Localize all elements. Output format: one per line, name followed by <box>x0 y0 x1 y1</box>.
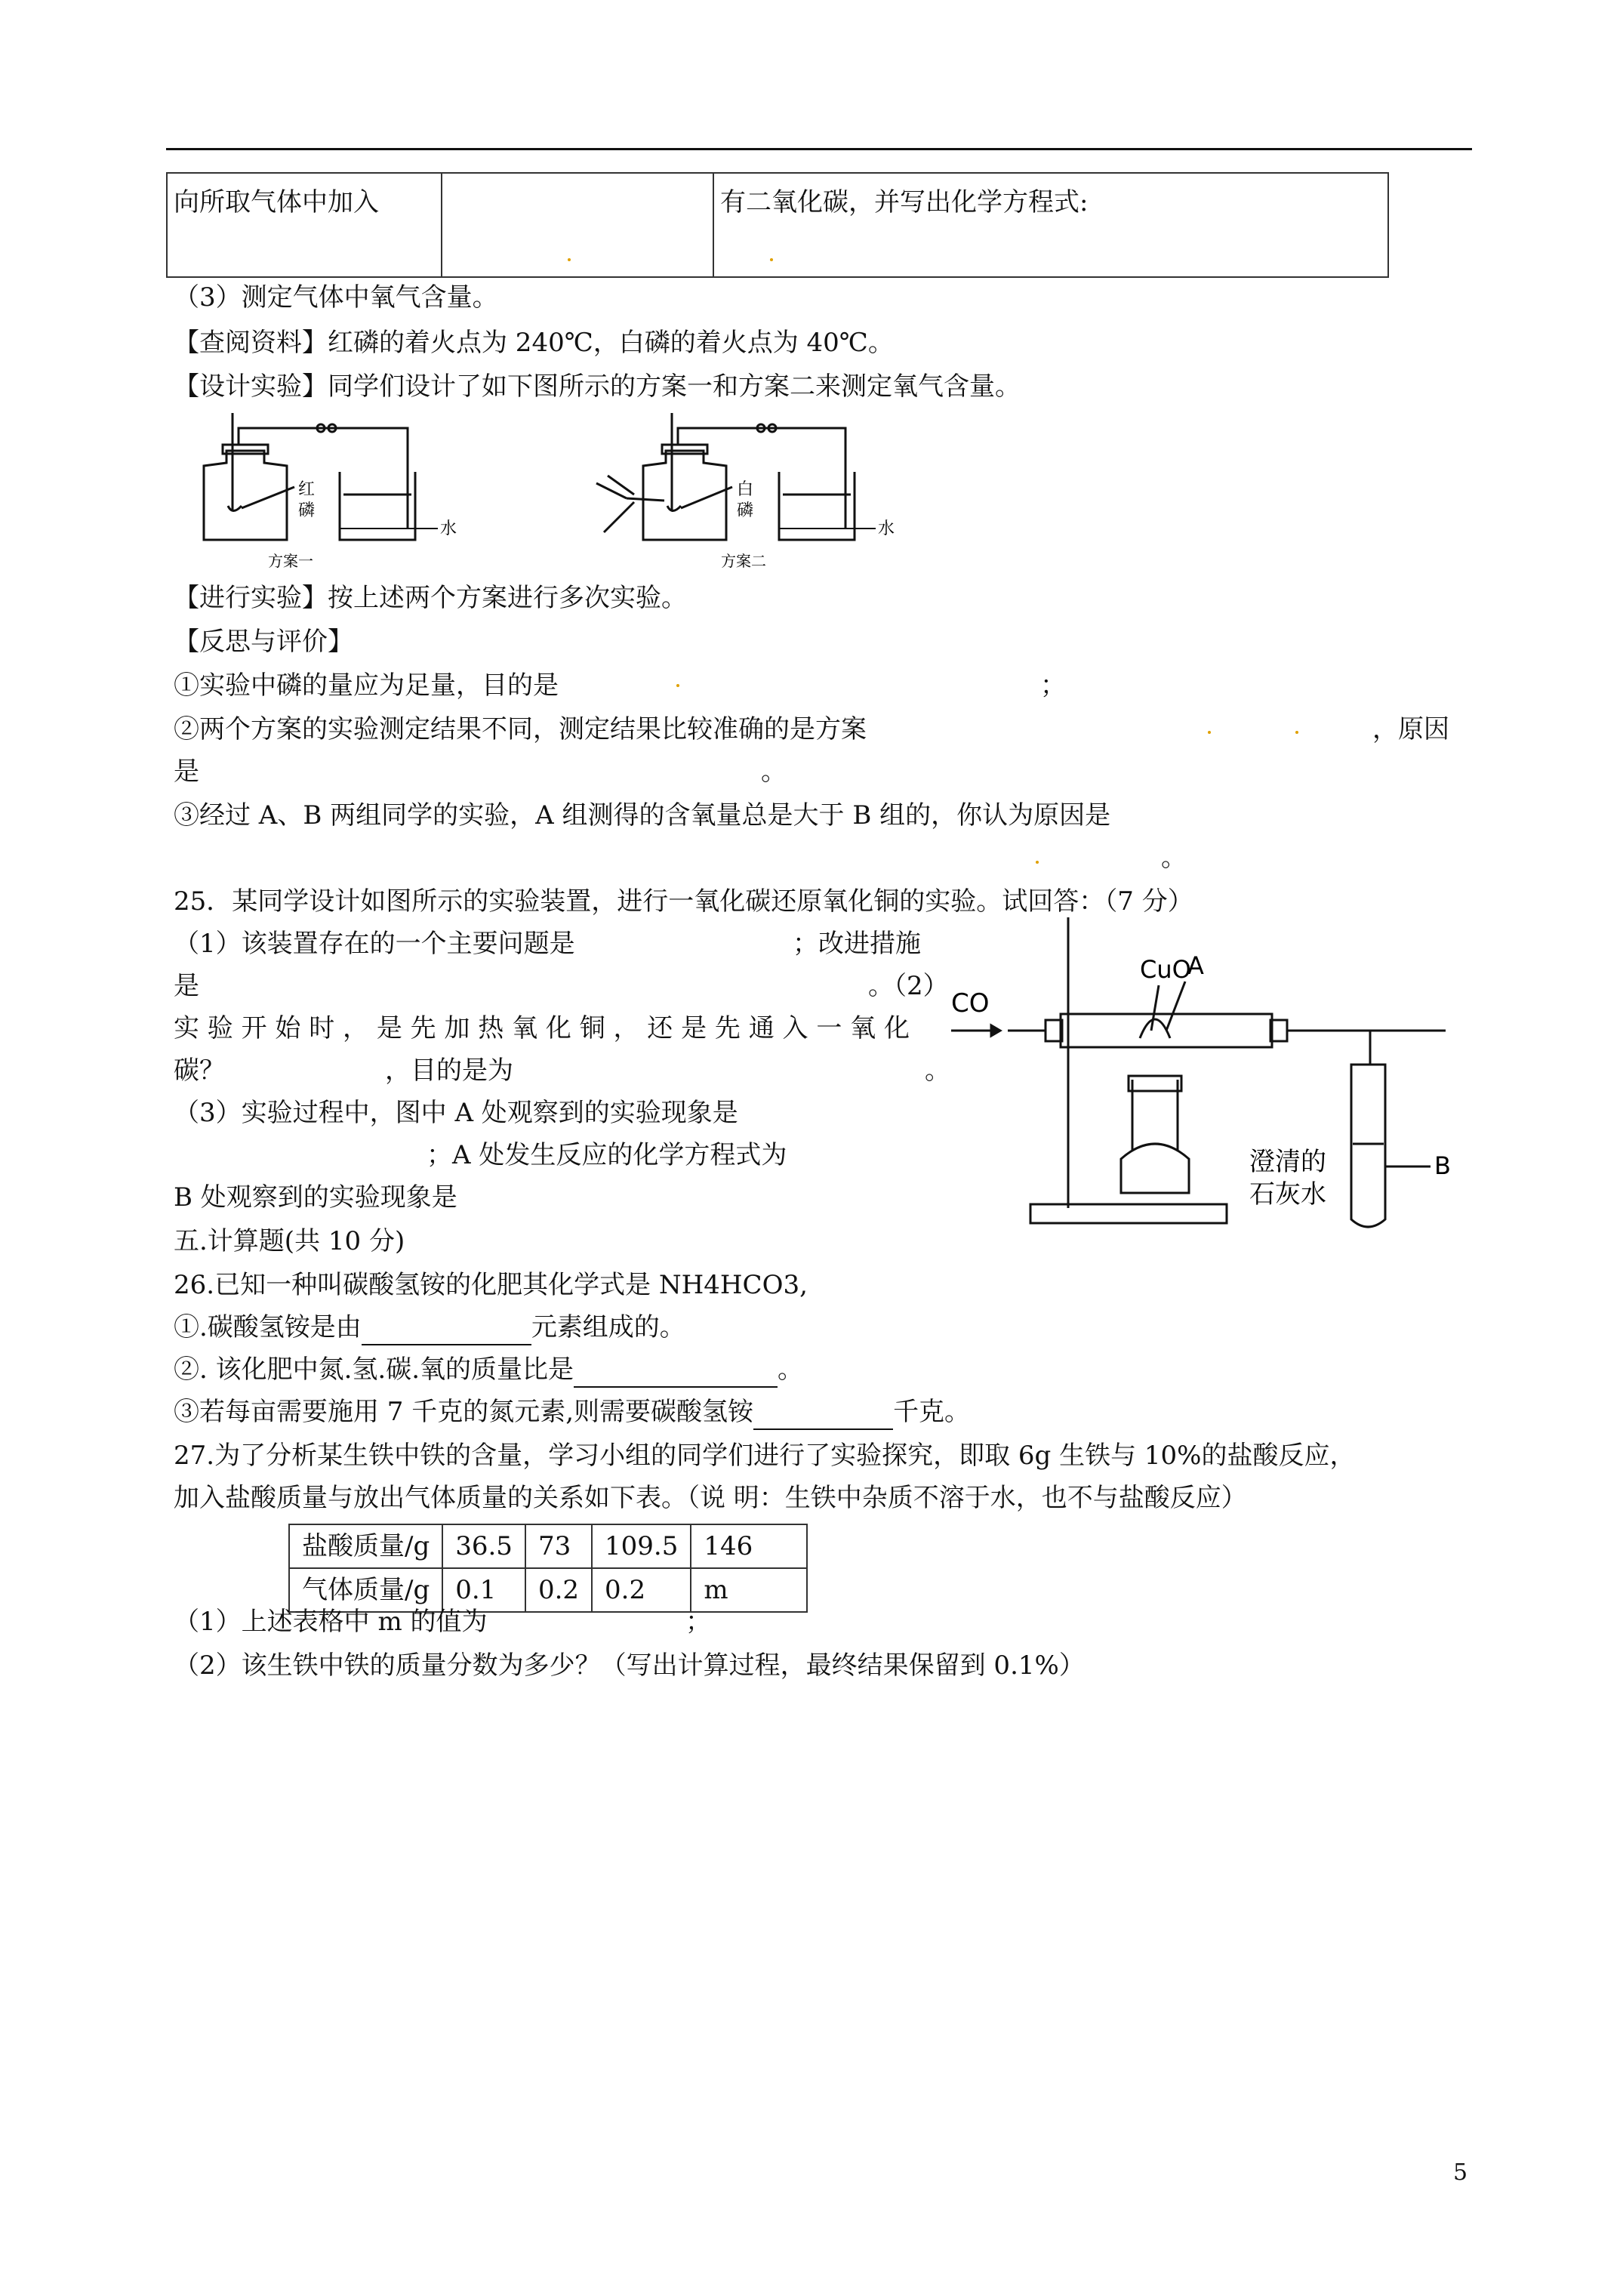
q26-part2-text: ②. 该化肥中氮.氢.碳.氧的质量比是 <box>174 1354 574 1385</box>
co-reduction-figure <box>947 917 1461 1234</box>
reference-text: 【查阅资料】红磷的着火点为 240℃，白磷的着火点为 40℃。 <box>174 328 894 358</box>
q26-part3-blank[interactable] <box>753 1395 893 1430</box>
q25-part2-cont: 碳？ <box>174 1056 225 1086</box>
co-label: CO <box>951 988 990 1019</box>
table-cell: 73 <box>525 1524 592 1568</box>
q26-part2-blank[interactable] <box>574 1353 778 1388</box>
table-cell: 气体质量/g <box>289 1568 442 1612</box>
scan-dot <box>1036 861 1039 864</box>
q26-part1-end: 元素组成的。 <box>531 1312 685 1342</box>
q27-part1: （1）上述表格中 m 的值为 <box>174 1607 488 1637</box>
scan-dot <box>568 258 571 261</box>
reflection-q2-cont: 是 <box>174 757 199 787</box>
q27-part2: （2）该生铁中铁的质量分数为多少？（写出计算过程，最终结果保留到 0.1%） <box>174 1650 1085 1681</box>
q25-part1-cont: 是 <box>174 971 199 1001</box>
white-phosphorus-label-2: 磷 <box>737 501 754 520</box>
q25-part3-equation: ；A 处发生反应的化学方程式为 <box>427 1140 787 1170</box>
q26-part3-text: ③若每亩需要施用 7 千克的氮元素,则需要碳酸氢铵 <box>174 1397 754 1427</box>
table-cell-conclusion: 有二氧化碳，并写出化学方程式: <box>713 173 1388 277</box>
red-phosphorus-label-1: 红 <box>298 480 316 499</box>
scan-dot <box>1208 731 1211 734</box>
table-cell: 0.1 <box>442 1568 525 1612</box>
scan-dot <box>770 258 773 261</box>
reagent-table <box>166 172 1389 278</box>
experiment-text: 【进行实验】按上述两个方案进行多次实验。 <box>174 583 687 613</box>
q26-part1-text: ①.碳酸氢铵是由 <box>174 1312 362 1342</box>
q25-part2-purpose: ，目的是为 <box>385 1056 513 1086</box>
q25-part3: （3）实验过程中，图中 A 处观察到的实验现象是 <box>174 1098 738 1128</box>
reflection-q1: ①实验中磷的量应为足量，目的是 <box>174 670 559 701</box>
reflection-heading: 【反思与评价】 <box>174 627 353 657</box>
page-number: 5 <box>1453 2159 1468 2186</box>
water-label: 水 <box>440 519 457 538</box>
table-cell: 36.5 <box>442 1524 525 1568</box>
q26-part1 <box>174 1311 685 1345</box>
limewater-label-2: 石灰水 <box>1249 1179 1326 1210</box>
white-phosphorus-label-1: 白 <box>737 480 754 499</box>
scan-dot <box>676 684 679 687</box>
q26-part1-blank[interactable] <box>362 1311 531 1345</box>
q25-part2: 实 验 开 始 时 ， 是 先 加 热 氧 化 铜 ， 还 是 先 通 入 一 氧 化 <box>174 1013 910 1043</box>
point-a-label: A <box>1187 951 1204 980</box>
table-cell-blank <box>442 173 713 277</box>
section-5-title: 五.计算题(共 10 分) <box>174 1226 405 1256</box>
scheme-two-caption: 方案二 <box>721 552 766 570</box>
reflection-q3: ③经过 A、B 两组同学的实验，A 组测得的含氧量总是大于 B 组的，你认为原因是 <box>174 800 1111 831</box>
limewater-label-1: 澄清的 <box>1249 1147 1326 1177</box>
table-cell: 109.5 <box>592 1524 691 1568</box>
table-cell: 0.2 <box>592 1568 691 1612</box>
q25-part3-b: B 处观察到的实验现象是 <box>174 1182 457 1213</box>
table-cell: 盐酸质量/g <box>289 1524 442 1568</box>
question-25: 25．某同学设计如图所示的实验装置，进行一氧化碳还原氧化铜的实验。试回答：（7 分） <box>174 886 1193 917</box>
red-phosphorus-label-2: 磷 <box>298 501 316 520</box>
table-cell-reagent: 向所取气体中加入 <box>167 173 442 277</box>
reflection-q1-end: ； <box>1040 670 1066 701</box>
reflection-q2-cont-end: 。 <box>761 757 787 787</box>
q26-part3 <box>174 1395 970 1430</box>
header-rule <box>166 148 1472 150</box>
q27-part1-end: ； <box>685 1607 711 1637</box>
q26-part3-end: 千克。 <box>893 1397 971 1427</box>
scan-dot <box>1295 731 1298 734</box>
scheme-one-caption: 方案一 <box>268 552 313 570</box>
scheme-two-figure <box>581 411 913 574</box>
cuo-label: CuO <box>1140 955 1191 984</box>
q25-part1-fix: ；改进措施 <box>793 929 921 959</box>
reflection-q2-end: ，原因 <box>1372 714 1449 744</box>
table-cell: 0.2 <box>525 1568 592 1612</box>
water-label-2: 水 <box>878 519 895 538</box>
scheme-one-figure <box>189 411 491 574</box>
reflection-q3-end: 。 <box>1161 843 1187 873</box>
table-row <box>289 1524 807 1568</box>
q26-part2 <box>174 1353 803 1388</box>
question-27-line2: 加入盐酸质量与放出气体质量的关系如下表。（说 明：生铁中杂质不溶于水，也不与盐酸反应） <box>174 1483 1247 1513</box>
hcl-gas-table <box>288 1524 808 1613</box>
question-26: 26.已知一种叫碳酸氢铵的化肥其化学式是 NH4HCO3, <box>174 1270 808 1300</box>
reflection-q2: ②两个方案的实验测定结果不同，测定结果比较准确的是方案 <box>174 714 867 744</box>
step-3-text: （3）测定气体中氧气含量。 <box>174 282 498 313</box>
point-b-label: B <box>1434 1151 1451 1180</box>
q25-part1: （1）该装置存在的一个主要问题是 <box>174 929 575 959</box>
q25-part2-end: 。 <box>925 1056 950 1086</box>
design-text: 【设计实验】同学们设计了如下图所示的方案一和方案二来测定氧气含量。 <box>174 371 1021 402</box>
table-cell: 146 <box>691 1524 807 1568</box>
q25-part2-start: 。（2） <box>868 971 949 1001</box>
q26-part2-end: 。 <box>778 1354 804 1385</box>
question-27-line1: 27.为了分析某生铁中铁的含量，学习小组的同学们进行了实验探究，即取 6g 生铁与 10%的盐酸反应， <box>174 1441 1356 1471</box>
table-cell: m <box>691 1568 807 1612</box>
